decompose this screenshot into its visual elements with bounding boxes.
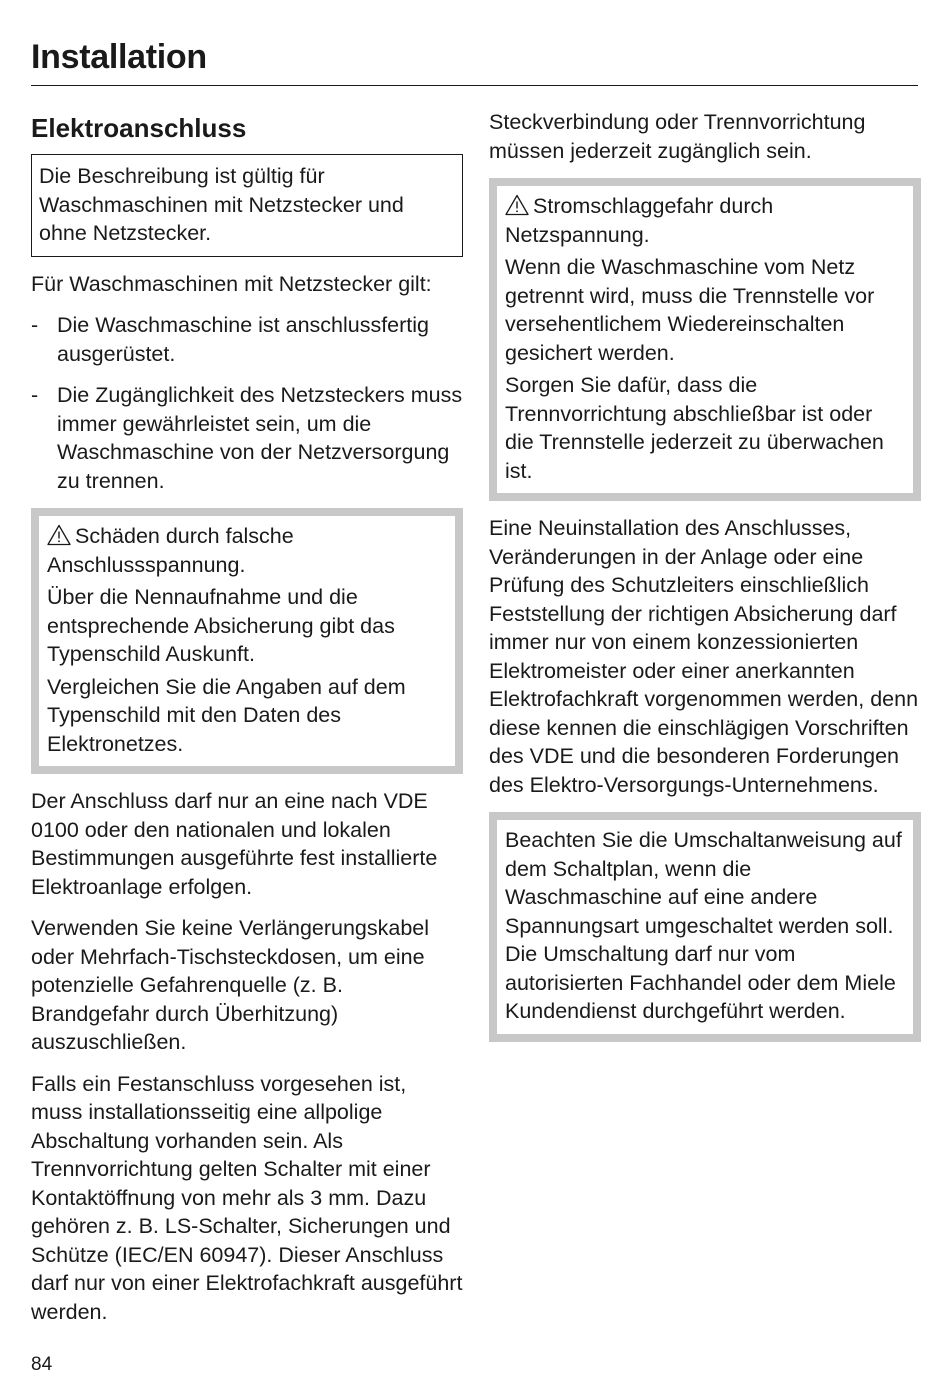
warning-title [47, 522, 445, 579]
warning-title-text: Schäden durch falsche Anschlussspannung. [47, 524, 294, 577]
warning-title-text: Stromschlaggefahr durch Netzspannung. [505, 194, 774, 247]
list-item [31, 311, 463, 368]
list-dash: - [31, 383, 39, 407]
body-paragraph: Verwenden Sie keine Verlängerungskabel oder Mehrfach-Tischsteckdosen, um eine potenzielle Gefahrenquelle (z. B. Brandgefahr durch Überhitzung) auszuschließen. [31, 916, 430, 1054]
warning-text: Wenn die Waschmaschine vom Netz getrennt wird, muss die Trennstelle vor versehentlichem Wiedereinschalten gesichert werden. [505, 255, 875, 365]
list-dash: - [31, 313, 39, 337]
list-item-text: Die Waschmaschine ist anschlussfertig ausgerüstet. [57, 313, 430, 366]
header-rule [31, 85, 918, 86]
right-column [489, 108, 921, 1055]
body-paragraph: Eine Neuinstallation des Anschlusses, Veränderungen in der Anlage oder eine Prüfung des Schutzleiters einschließlich Feststellung der richtigen Absicherung darf immer nur von einem konzessionierten Elektromeister oder einer anerkannten Elektrofachkraft vorgenommen werden, denn diese kennen die einschlägigen Vorschriften des VDE und die besonderen Forderungen des Elektro-Versorgungs-Unternehmens. [489, 516, 919, 797]
warning-text: Sorgen Sie dafür, dass die Trennvorrichtung abschließbar ist oder die Trennstelle jederzeit zu überwachen ist. [505, 373, 884, 483]
body-paragraph: Der Anschluss darf nur an eine nach VDE 0100 oder den nationalen und lokalen Bestimmungen ausgeführte fest installierte Elektroanlage erfolgen. [31, 789, 438, 899]
requirements-list [31, 311, 463, 495]
warning-triangle-icon [505, 194, 529, 216]
section-heading: Elektroanschluss [31, 113, 247, 143]
body-paragraph: Steckverbindung oder Trennvorrichtung müssen jederzeit zugänglich sein. [489, 110, 866, 163]
warning-text: Über die Nennaufnahme und die entsprechende Absicherung gibt das Typenschild Auskunft. [47, 585, 395, 666]
list-item-text: Die Zugänglichkeit des Netzsteckers muss immer gewährleistet sein, um die Waschmaschine von der Netzversorgung zu trennen. [57, 383, 463, 493]
intro-text: Für Waschmaschinen mit Netzstecker gilt: [31, 271, 432, 296]
list-item [31, 381, 463, 495]
body-paragraph: Falls ein Festanschluss vorgesehen ist, muss installationsseitig eine allpolige Abschaltung vorhanden sein. Als Trennvorrichtung gelten Schalter mit einer Kontaktöffnung von mehr als 3 mm. Dazu gehören z. B. LS-Schalter, Sicherungen und Schütze (IEC/EN 60947). Dieser Anschluss darf nur von einer Elektrofachkraft ausgeführt werden. [31, 1071, 463, 1324]
warning-box-voltage [31, 508, 463, 774]
left-column [31, 108, 463, 1326]
warning-box-shock [489, 178, 921, 501]
warning-triangle-icon [47, 524, 71, 546]
page-number: 84 [31, 1354, 53, 1375]
framed-note-text: Die Beschreibung ist gültig für Waschmaschinen mit Netzstecker und ohne Netzstecker. [39, 164, 404, 245]
warning-text: Vergleichen Sie die Angaben auf dem Typenschild mit den Daten des Elektronetzes. [47, 674, 406, 756]
framed-note [31, 154, 463, 257]
note-box [489, 812, 921, 1042]
page-title: Installation [31, 38, 207, 76]
warning-title [505, 192, 903, 249]
note-text: Beachten Sie die Umschaltanweisung auf dem Schaltplan, wenn die Waschmaschine auf eine andere Spannungsart umgeschaltet werden soll. Die Umschaltung darf nur vom autorisierten Fachhandel oder dem Miele Kundendienst durchgeführt werden. [505, 828, 902, 1023]
